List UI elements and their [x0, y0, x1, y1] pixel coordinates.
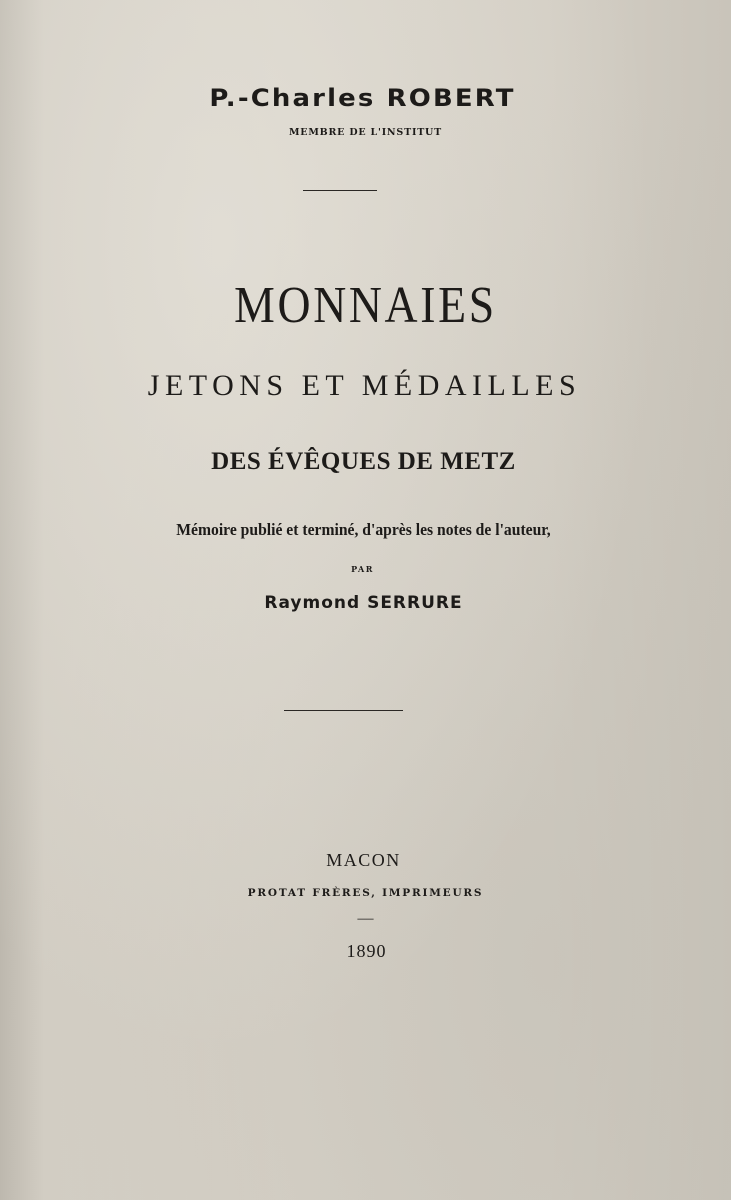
credit-by: PAR	[351, 564, 374, 574]
book-title: MONNAIES	[234, 277, 497, 334]
imprint-city: MACON	[326, 850, 401, 870]
author-surname: ROBERT	[386, 84, 516, 112]
credit-note: Mémoire publié et terminé, d'après les notes de l'auteur,	[176, 520, 551, 539]
author-prefix: P.-Charles	[209, 84, 376, 112]
imprint-printer: PROTAT FRÈRES, IMPRIMEURS	[247, 887, 484, 899]
book-subtitle-1: JETONS ET MÉDAILLES	[147, 369, 582, 402]
middle-divider	[284, 710, 403, 711]
editor-name	[0, 593, 729, 613]
editor-first-name: Raymond	[264, 593, 361, 613]
top-divider	[303, 190, 377, 191]
imprint-dash: —	[357, 910, 374, 927]
editor-last-name: SERRURE	[367, 593, 463, 613]
imprint-year: 1890	[346, 941, 387, 961]
book-subtitle-2: DES ÉVÊQUES DE METZ	[211, 448, 516, 475]
author-name	[0, 84, 731, 112]
author-affiliation: MEMBRE DE L'INSTITUT	[288, 127, 443, 138]
